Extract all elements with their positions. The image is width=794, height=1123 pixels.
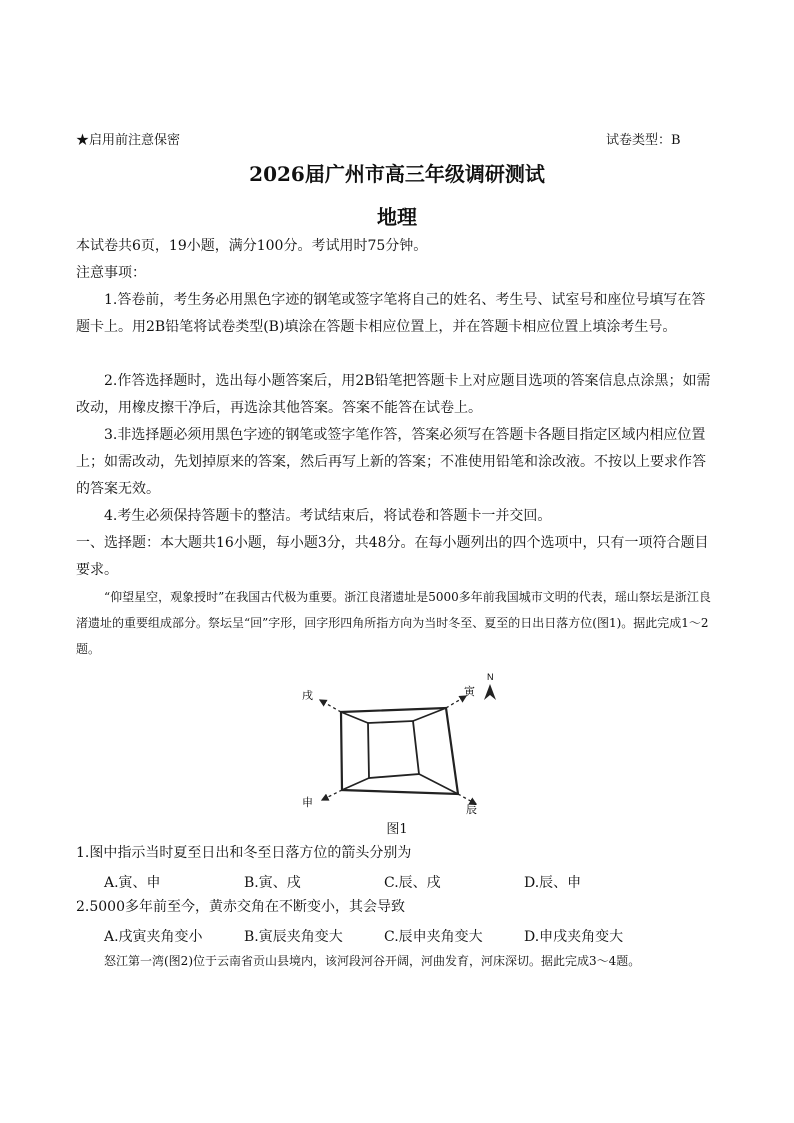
arrow-nw bbox=[320, 700, 341, 712]
notice-item: 4.考生必须保持答题卡的整洁。考试结束后，将试卷和答题卡一并交回。 bbox=[104, 508, 552, 524]
notice-title: 注意事项： bbox=[76, 265, 146, 281]
option-a: A.寅、申 bbox=[104, 875, 161, 891]
confidential-note: ★启用前注意保密 bbox=[76, 133, 181, 148]
question-stem: 2.5000多年前至今，黄赤交角在不断变小，其会导致 bbox=[76, 899, 405, 915]
label-shen: 申 bbox=[302, 796, 313, 809]
notice-item: 2.作答选择题时，选出每小题答案后，用2B铅笔把答题卡上对应题目选项的答案信息点涂黑；如需改动，用橡皮擦干净后，再选涂其他答案。答案不能答在试卷上。 bbox=[76, 373, 711, 416]
option-a: A.戌寅夹角变小 bbox=[104, 929, 203, 945]
option-c: C.辰申夹角变大 bbox=[384, 929, 483, 945]
label-yin: 寅 bbox=[464, 685, 475, 698]
question-stem: 1.图中指示当时夏至日出和冬至日落方位的箭头分别为 bbox=[76, 845, 412, 861]
exam-title: 2026届广州市高三年级调研测试 bbox=[249, 162, 545, 186]
exam-intro: 本试卷共6页，19小题，满分100分。考试用时75分钟。 bbox=[76, 238, 428, 254]
option-d: D.辰、申 bbox=[524, 875, 582, 891]
notice-item: 1.答卷前，考生务必用黑色字迹的钢笔或签字笔将自己的姓名、考生号、试室号和座位号填写在答题卡上。用2B铅笔将试卷类型(B)填涂在答题卡相应位置上，并在答题卡相应位置上填涂考生号。 bbox=[76, 292, 706, 335]
option-b: B.寅辰夹角变大 bbox=[244, 929, 343, 945]
paper-type: 试卷类型：B bbox=[606, 133, 681, 148]
figure-altar-diagram bbox=[290, 668, 510, 818]
north-arrow-icon bbox=[484, 684, 496, 700]
option-c: C.辰、戌 bbox=[384, 875, 441, 891]
arrow-ne bbox=[446, 696, 466, 708]
north-label: N bbox=[487, 672, 494, 682]
inner-square bbox=[368, 721, 419, 778]
label-xu: 戌 bbox=[302, 689, 313, 702]
section-heading: 一、选择题：本大题共16小题，每小题3分，共48分。在每小题列出的四个选项中，只有一项符合题目要求。 bbox=[76, 535, 709, 578]
subject-title: 地理 bbox=[377, 205, 417, 229]
notice-item: 3.非选择题必须用黑色字迹的钢笔或签字笔作答，答案必须写在答题卡各题目指定区域内相应位置上；如需改动，先划掉原来的答案，然后再写上新的答案；不准使用铅笔和涂改液。不按以上要求作答的答案无效。 bbox=[76, 427, 706, 497]
label-chen: 辰 bbox=[466, 803, 477, 816]
reading-passage: 怒江第一湾(图2)位于云南省贡山县境内，该河段河谷开阔，河曲发育，河床深切。据此完成3～4题。 bbox=[104, 954, 641, 968]
arrow-sw bbox=[322, 790, 342, 800]
reading-passage: “仰望星空，观象授时”在我国古代极为重要。浙江良渚遗址是5000多年前我国城市文明的代表，瑶山祭坛是浙江良渚遗址的重要组成部分。祭坛呈“回”字形，回字形四角所指方向为当时冬至、夏至的日出日落方位(图1)。据此完成1～2题。 bbox=[76, 590, 711, 656]
option-d: D.申戌夹角变大 bbox=[524, 929, 624, 945]
figure-caption: 图1 bbox=[386, 822, 408, 837]
option-b: B.寅、戌 bbox=[244, 875, 301, 891]
